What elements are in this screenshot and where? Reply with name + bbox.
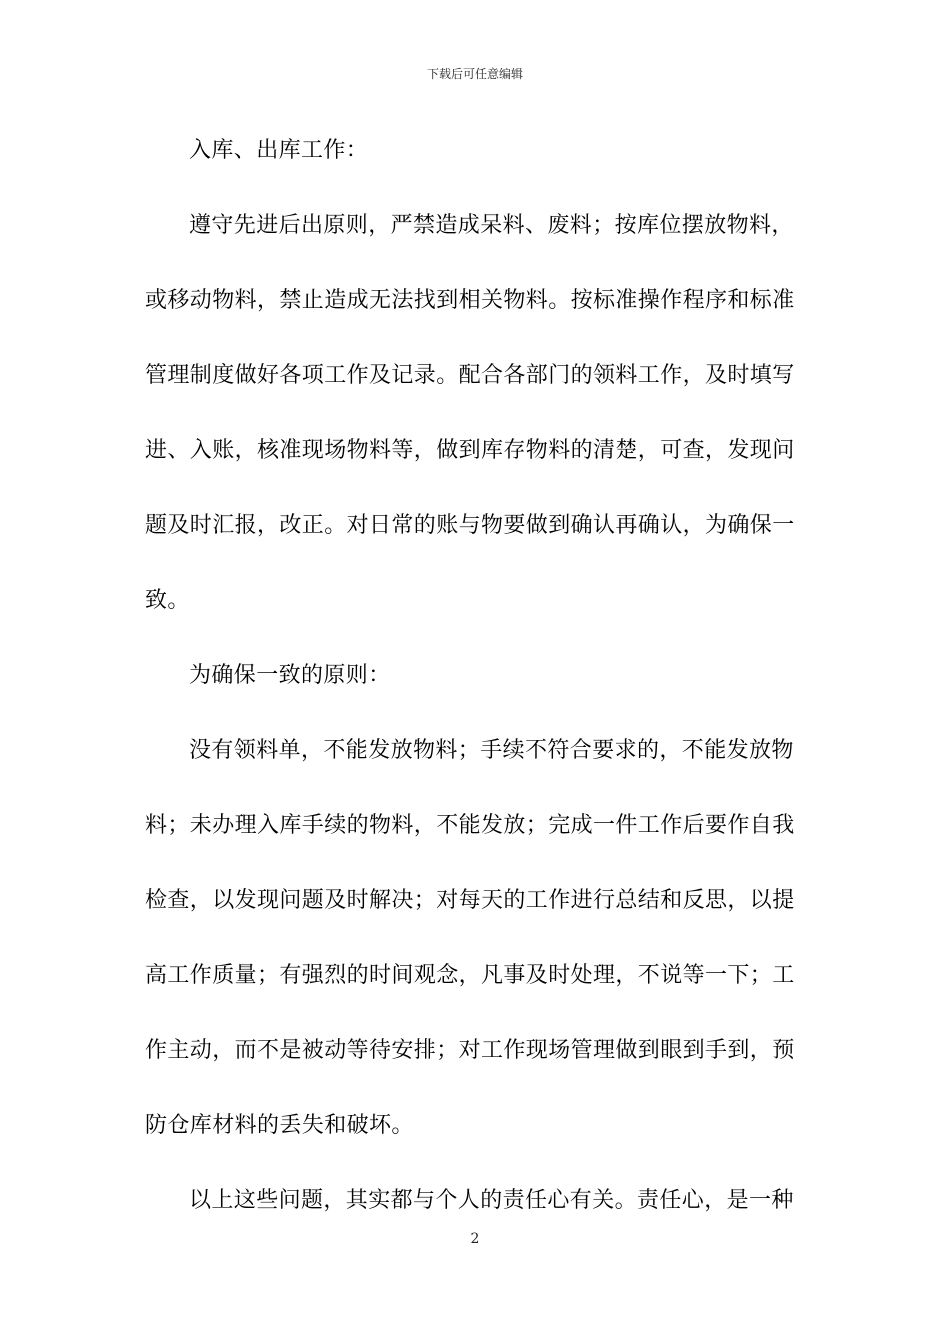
text-line: 防仓库材料的丢失和破坏。 (145, 1113, 414, 1138)
text-line: 题及时汇报，改正。对日常的账与物要做到确认再确认，为确保一 (145, 513, 795, 538)
text-line: 进、入账，核准现场物料等，做到库存物料的清楚，可查，发现问 (145, 438, 795, 463)
body-text (145, 129, 805, 1254)
text-line: 检查，以发现问题及时解决；对每天的工作进行总结和反思，以提 (145, 888, 795, 913)
text-line: 高工作质量；有强烈的时间观念，凡事及时处理，不说等一下；工 (145, 963, 795, 988)
text-line: 遵守先进后出原则，严禁造成呆料、废料；按库位摆放物料， (189, 213, 794, 238)
text-line: 为确保一致的原则： (189, 663, 391, 688)
text-line: 入库、出库工作： (189, 138, 369, 163)
text-line: 或移动物料，禁止造成无法找到相关物料。按标准操作程序和标准 (145, 288, 795, 313)
text-line: 没有领料单，不能发放物料；手续不符合要求的，不能发放物 (189, 738, 794, 763)
text-line: 以上这些问题，其实都与个人的责任心有关。责任心，是一种 (189, 1188, 794, 1213)
text-line: 料；未办理入库手续的物料，不能发放；完成一件工作后要作自我 (145, 813, 795, 838)
text-line: 管理制度做好各项工作及记录。配合各部门的领料工作，及时填写 (145, 363, 795, 388)
page-number: 2 (470, 1231, 480, 1247)
page-header: 下载后可任意编辑 (426, 67, 523, 81)
text-line: 致。 (145, 588, 190, 613)
text-line: 作主动，而不是被动等待安排；对工作现场管理做到眼到手到，预 (145, 1038, 795, 1063)
